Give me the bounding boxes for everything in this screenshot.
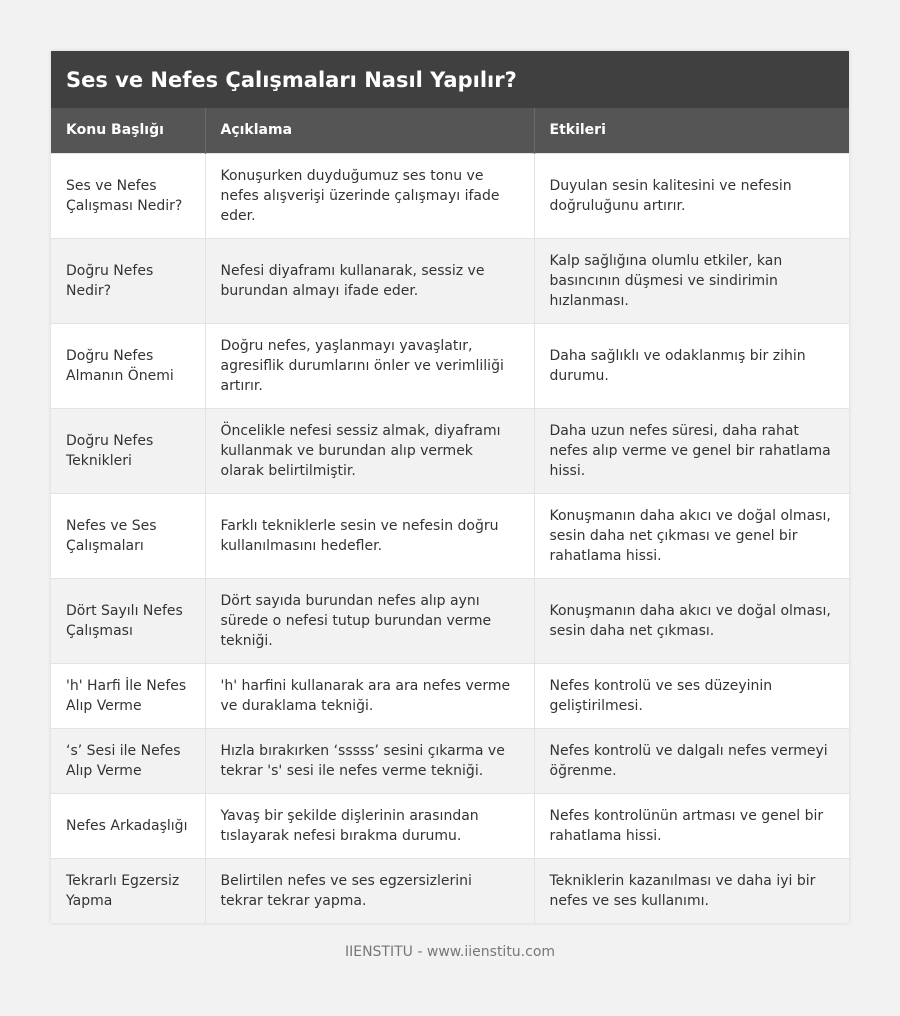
table-card (51, 51, 849, 923)
header-topic: Konu Başlığı (51, 108, 205, 153)
cell-topic: Nefes Arkadaşlığı (51, 793, 205, 858)
table-row (51, 728, 849, 793)
table-row (51, 238, 849, 323)
cell-effects: Kalp sağlığına olumlu etkiler, kan basıncının düşmesi ve sindirimin hızlanması. (534, 238, 849, 323)
cell-effects: Konuşmanın daha akıcı ve doğal olması, sesin daha net çıkması ve genel bir rahatlama hissi. (534, 493, 849, 578)
cell-topic: Nefes ve Ses Çalışmaları (51, 493, 205, 578)
cell-effects: Duyulan sesin kalitesini ve nefesin doğruluğunu artırır. (534, 153, 849, 238)
cell-description: Öncelikle nefesi sessiz almak, diyaframı kullanmak ve burundan alıp vermek olarak belirtilmiştir. (205, 408, 534, 493)
cell-description: Farklı tekniklerle sesin ve nefesin doğru kullanılmasını hedefler. (205, 493, 534, 578)
cell-effects: Nefes kontrolü ve ses düzeyinin geliştirilmesi. (534, 663, 849, 728)
table-row (51, 578, 849, 663)
cell-description: Belirtilen nefes ve ses egzersizlerini tekrar tekrar yapma. (205, 858, 534, 923)
table-header-row (51, 108, 849, 153)
cell-topic: Tekrarlı Egzersiz Yapma (51, 858, 205, 923)
cell-description: Hızla bırakırken ‘sssss’ sesini çıkarma ve tekrar 's' sesi ile nefes verme tekniği. (205, 728, 534, 793)
footer-credit: IIENSTITU - www.iienstitu.com (344, 944, 556, 960)
header-description: Açıklama (205, 108, 534, 153)
cell-effects: Tekniklerin kazanılması ve daha iyi bir nefes ve ses kullanımı. (534, 858, 849, 923)
table-row (51, 663, 849, 728)
cell-topic: Ses ve Nefes Çalışması Nedir? (51, 153, 205, 238)
cell-description: 'h' harfini kullanarak ara ara nefes verme ve duraklama tekniği. (205, 663, 534, 728)
cell-description: Yavaş bir şekilde dişlerinin arasından tıslayarak nefesi bırakma durumu. (205, 793, 534, 858)
info-table (51, 108, 849, 923)
cell-effects: Daha uzun nefes süresi, daha rahat nefes alıp verme ve genel bir rahatlama hissi. (534, 408, 849, 493)
cell-topic: Doğru Nefes Nedir? (51, 238, 205, 323)
table-row (51, 323, 849, 408)
cell-topic: Doğru Nefes Teknikleri (51, 408, 205, 493)
cell-effects: Nefes kontrolünün artması ve genel bir rahatlama hissi. (534, 793, 849, 858)
table-row (51, 408, 849, 493)
table-row (51, 858, 849, 923)
cell-effects: Daha sağlıklı ve odaklanmış bir zihin durumu. (534, 323, 849, 408)
cell-effects: Konuşmanın daha akıcı ve doğal olması, sesin daha net çıkması. (534, 578, 849, 663)
cell-effects: Nefes kontrolü ve dalgalı nefes vermeyi öğrenme. (534, 728, 849, 793)
cell-description: Doğru nefes, yaşlanmayı yavaşlatır, agresiflik durumlarını önler ve verimliliği artırır. (205, 323, 534, 408)
cell-topic: Dört Sayılı Nefes Çalışması (51, 578, 205, 663)
table-row (51, 493, 849, 578)
cell-description: Dört sayıda burundan nefes alıp aynı sürede o nefesi tutup burundan verme tekniği. (205, 578, 534, 663)
cell-description: Nefesi diyaframı kullanarak, sessiz ve burundan almayı ifade eder. (205, 238, 534, 323)
cell-topic: Doğru Nefes Almanın Önemi (51, 323, 205, 408)
cell-topic: 'h' Harfi İle Nefes Alıp Verme (51, 663, 205, 728)
cell-description: Konuşurken duyduğumuz ses tonu ve nefes alışverişi üzerinde çalışmayı ifade eder. (205, 153, 534, 238)
page-title: Ses ve Nefes Çalışmaları Nasıl Yapılır? (51, 51, 849, 108)
table-row (51, 793, 849, 858)
header-effects: Etkileri (534, 108, 849, 153)
cell-topic: ‘s’ Sesi ile Nefes Alıp Verme (51, 728, 205, 793)
table-row (51, 153, 849, 238)
